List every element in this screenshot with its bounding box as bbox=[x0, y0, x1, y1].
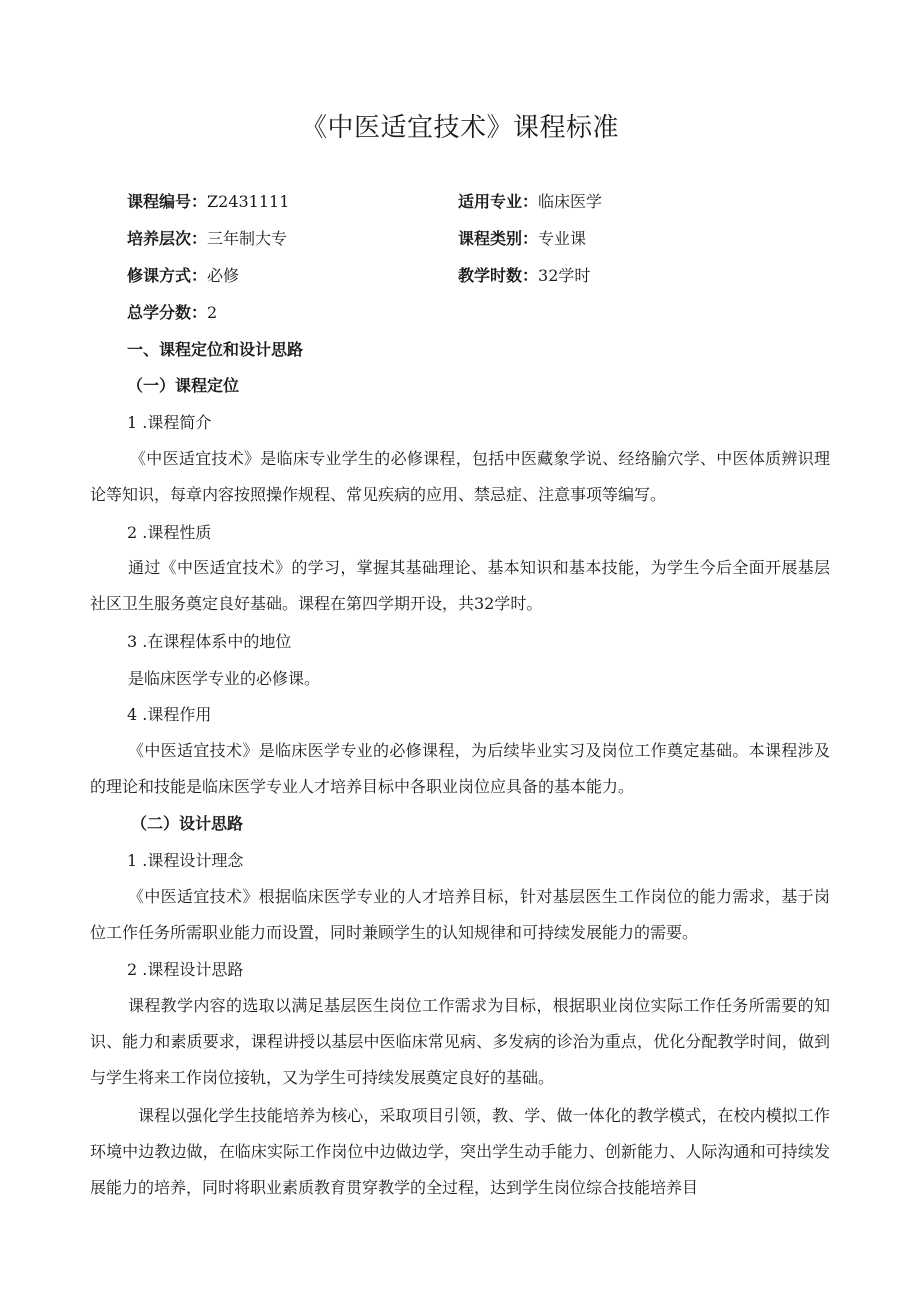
paragraph: 《中医适宜技术》是临床专业学生的必修课程，包括中医藏象学说、经络腧穴学、中医体质辨识理论等知识，每章内容按照操作规程、常见疾病的应用、禁忌症、注意事项等编写。 bbox=[90, 449, 830, 504]
info-hours bbox=[458, 264, 590, 288]
info-label: 总学分数： bbox=[127, 303, 208, 322]
paragraph: 课程以强化学生技能培养为核心，采取项目引领，教、学、做一体化的教学模式，在校内模拟工作环境中边教边做，在临床实际工作岗位中边做边学，突出学生动手能力、创新能力、人际沟通和可持续发展能力的培养，同时将职业素质教育贯穿教学的全过程，达到学生岗位综合技能培养目 bbox=[90, 1106, 830, 1197]
info-credits bbox=[127, 301, 217, 325]
info-course-type bbox=[458, 227, 586, 251]
info-course-code bbox=[127, 190, 289, 214]
info-label: 课程类别： bbox=[458, 229, 539, 248]
info-value: 专业课 bbox=[538, 229, 587, 248]
info-value: Z2431111 bbox=[207, 192, 290, 211]
info-value: 三年制大专 bbox=[207, 229, 288, 248]
paragraph: 《中医适宜技术》是临床医学专业的必修课程，为后续毕业实习及岗位工作奠定基础。本课程涉及的理论和技能是临床医学专业人才培养目标中各职业岗位应具备的基本能力。 bbox=[90, 741, 830, 796]
info-label: 教学时数： bbox=[458, 266, 539, 285]
item-title: 3 .在课程体系中的地位 bbox=[127, 632, 292, 651]
info-major bbox=[458, 190, 602, 214]
info-label: 培养层次： bbox=[127, 229, 208, 248]
subsection-heading: （一）课程定位 bbox=[127, 376, 240, 395]
subsection-heading: （二）设计思路 bbox=[131, 814, 244, 833]
info-label: 课程编号： bbox=[127, 192, 208, 211]
item-title: 2 .课程性质 bbox=[127, 523, 212, 542]
info-value: 必修 bbox=[207, 266, 240, 285]
item-title: 4 .课程作用 bbox=[127, 705, 212, 724]
paragraph: 通过《中医适宜技术》的学习，掌握其基础理论、基本知识和基本技能，为学生今后全面开展基层社区卫生服务奠定良好基础。课程在第四学期开设，共32学时。 bbox=[90, 558, 830, 613]
item-title: 2 .课程设计思路 bbox=[127, 960, 244, 979]
item-title: 1 .课程设计理念 bbox=[127, 851, 244, 870]
info-value: 临床医学 bbox=[538, 192, 603, 211]
info-level bbox=[127, 227, 287, 251]
info-label: 适用专业： bbox=[458, 192, 539, 211]
item-title: 1 .课程简介 bbox=[127, 413, 212, 432]
info-study-mode bbox=[127, 264, 239, 288]
paragraph: 《中医适宜技术》根据临床医学专业的人才培养目标，针对基层医生工作岗位的能力需求，基于岗位工作任务所需职业能力而设置，同时兼顾学生的认知规律和可持续发展能力的需要。 bbox=[90, 887, 830, 942]
paragraph: 课程教学内容的选取以满足基层医生岗位工作需求为目标，根据职业岗位实际工作任务所需要的知识、能力和素质要求，课程讲授以基层中医临床常见病、多发病的诊治为重点，优化分配教学时间，做到与学生将来工作岗位接轨，又为学生可持续发展奠定良好的基础。 bbox=[90, 996, 830, 1087]
paragraph: 是临床医学专业的必修课。 bbox=[128, 669, 321, 688]
document-title: 《中医适宜技术》课程标准 bbox=[300, 113, 619, 143]
section-heading: 一、课程定位和设计思路 bbox=[127, 340, 304, 359]
info-label: 修课方式： bbox=[127, 266, 208, 285]
info-value: 2 bbox=[207, 303, 218, 322]
info-value: 32学时 bbox=[538, 266, 591, 285]
